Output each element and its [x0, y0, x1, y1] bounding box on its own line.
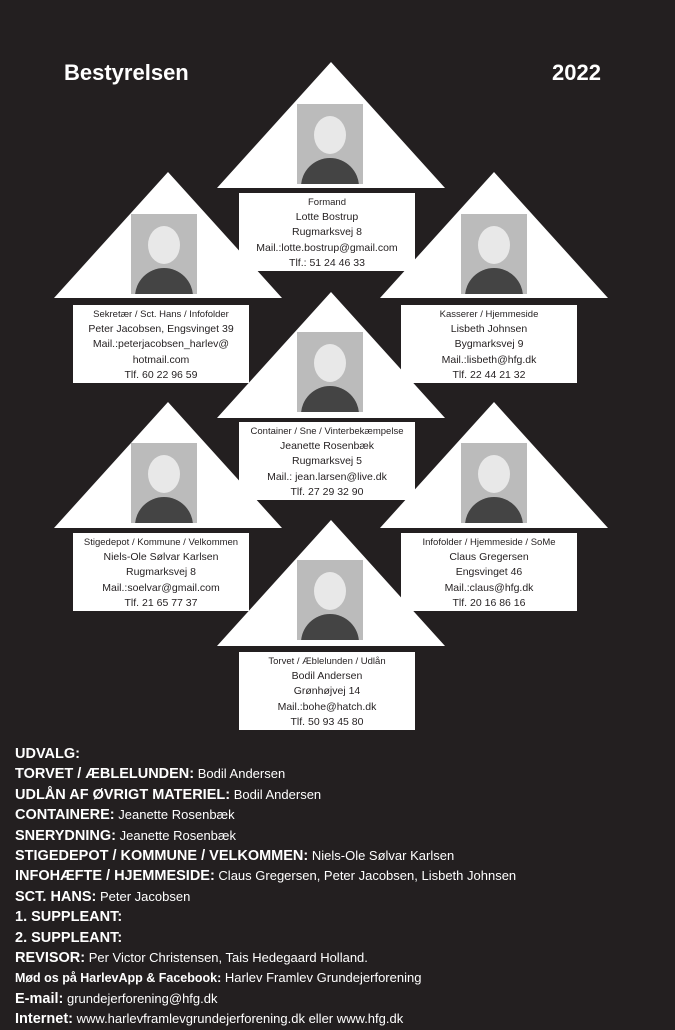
- udvalg-line: [15, 1009, 670, 1029]
- member-role: Stigedepot / Kommune / Velkommen: [83, 537, 239, 548]
- udvalg-line: [15, 866, 670, 886]
- udvalg-line: [15, 928, 670, 948]
- udvalg-label: 1. SUPPLEANT:: [15, 909, 123, 926]
- member-photo: [131, 214, 197, 294]
- udvalg-line: [15, 764, 670, 784]
- member-name: Bodil Andersen: [291, 670, 363, 683]
- udvalg-line: [15, 968, 670, 988]
- udvalg-value: Jeanette Rosenbæk: [118, 807, 235, 823]
- website-value[interactable]: www.harlevframlevgrundejerforening.dk eller www.hfg.dk: [76, 1011, 404, 1027]
- member-name: Jeanette Rosenbæk: [280, 440, 374, 453]
- member-card: [239, 652, 415, 730]
- udvalg-label: UDLÅN AF ØVRIGT MATERIEL:: [15, 786, 231, 803]
- member-name: Lisbeth Johnsen: [450, 323, 528, 336]
- member-role: Torvet / Æblelunden / Udlån: [268, 656, 386, 667]
- member-name: Lotte Bostrup: [295, 211, 359, 224]
- member-address: Rugmarksvej 8: [125, 566, 197, 579]
- member-role: Infofolder / Hjemmeside / SoMe: [422, 537, 556, 548]
- member-role: Container / Sne / Vinterbekæmpelse: [250, 426, 404, 437]
- udvalg-label: SNERYDNING:: [15, 827, 116, 844]
- email-value[interactable]: grundejerforening@hfg.dk: [66, 990, 218, 1006]
- udvalg-section: [15, 744, 670, 1030]
- member-address: Rugmarksvej 5: [291, 455, 363, 468]
- member-phone: Tlf. 22 44 21 32: [452, 368, 526, 381]
- member-role: Formand: [307, 197, 346, 208]
- member-phone: Tlf. 21 65 77 37: [124, 596, 198, 609]
- udvalg-label: CONTAINERE:: [15, 807, 115, 824]
- member-photo: [297, 104, 363, 184]
- member-photo: [297, 560, 363, 640]
- udvalg-value: Bodil Andersen: [233, 786, 322, 802]
- udvalg-label: REVISOR:: [15, 950, 86, 967]
- udvalg-label: STIGEDEPOT / KOMMUNE / VELKOMMEN:: [15, 848, 309, 865]
- member-role: Sekretær / Sct. Hans / Infofolder: [93, 309, 229, 320]
- udvalg-line: [15, 785, 670, 805]
- member-mail: Mail.:peterjacobsen_harlev@: [92, 338, 230, 351]
- udvalg-value: Bodil Andersen: [197, 766, 286, 782]
- udvalg-line: [15, 887, 670, 907]
- udvalg-label: TORVET / ÆBLELUNDEN:: [15, 766, 195, 783]
- member-address: Grønhøjvej 14: [293, 685, 361, 698]
- udvalg-line: [15, 846, 670, 866]
- udvalg-label: E-mail:: [15, 990, 64, 1007]
- udvalg-line: [15, 948, 670, 968]
- member-address: Rugmarksvej 8: [291, 226, 363, 239]
- member-name: Claus Gregersen: [449, 551, 529, 564]
- member-mail: Mail.:soelvar@gmail.com: [102, 581, 220, 594]
- udvalg-line: [15, 805, 670, 825]
- udvalg-value: Claus Gregersen, Peter Jacobsen, Lisbeth Johnsen: [218, 868, 517, 884]
- udvalg-label: SCT. HANS:: [15, 888, 97, 905]
- member-mail: Mail.:bohe@hatch.dk: [277, 700, 377, 713]
- page-title: Bestyrelsen: [64, 60, 189, 85]
- udvalg-value: Jeanette Rosenbæk: [119, 827, 236, 843]
- member-mail: Mail.: jean.larsen@live.dk: [267, 470, 387, 483]
- udvalg-label: Internet:: [15, 1011, 73, 1028]
- member-phone: Tlf. 50 93 45 80: [290, 715, 364, 728]
- member-phone: Tlf. 27 29 32 90: [290, 485, 364, 498]
- member-mail-cont: hotmail.com: [132, 353, 190, 366]
- member-photo: [461, 214, 527, 294]
- member-role: Kasserer / Hjemmeside: [439, 309, 539, 320]
- member-photo: [461, 443, 527, 523]
- member-photo: [297, 332, 363, 412]
- member-address: Bygmarksvej 9: [454, 338, 524, 351]
- member-phone: Tlf. 60 22 96 59: [124, 368, 198, 381]
- member-mail: Mail.:lisbeth@hfg.dk: [441, 353, 537, 366]
- member-name: Peter Jacobsen, Engsvinget 39: [88, 323, 234, 336]
- udvalg-heading: UDVALG:: [15, 746, 80, 762]
- udvalg-value: Per Victor Christensen, Tais Hedegaard Holland.: [88, 950, 368, 966]
- udvalg-value: Peter Jacobsen: [100, 888, 191, 904]
- udvalg-line: [15, 826, 670, 846]
- member-phone: Tlf. 20 16 86 16: [452, 596, 526, 609]
- year-label: 2022: [552, 60, 601, 85]
- member-address: Engsvinget 46: [455, 566, 523, 579]
- udvalg-line: [15, 907, 670, 927]
- member-photo: [131, 443, 197, 523]
- udvalg-label: Mød os på HarlevApp & Facebook:: [15, 971, 222, 986]
- udvalg-line: [15, 989, 670, 1009]
- udvalg-value: Harlev Framlev Grundejerforening: [224, 970, 422, 986]
- member-mail: Mail.:claus@hfg.dk: [444, 581, 534, 594]
- member-phone: Tlf.: 51 24 46 33: [289, 256, 365, 269]
- member-name: Niels-Ole Sølvar Karlsen: [103, 551, 219, 564]
- udvalg-label: INFOHÆFTE / HJEMMESIDE:: [15, 868, 215, 885]
- member-mail: Mail.:lotte.bostrup@gmail.com: [256, 241, 398, 254]
- udvalg-value: Niels-Ole Sølvar Karlsen: [311, 848, 455, 864]
- udvalg-label: 2. SUPPLEANT:: [15, 929, 123, 946]
